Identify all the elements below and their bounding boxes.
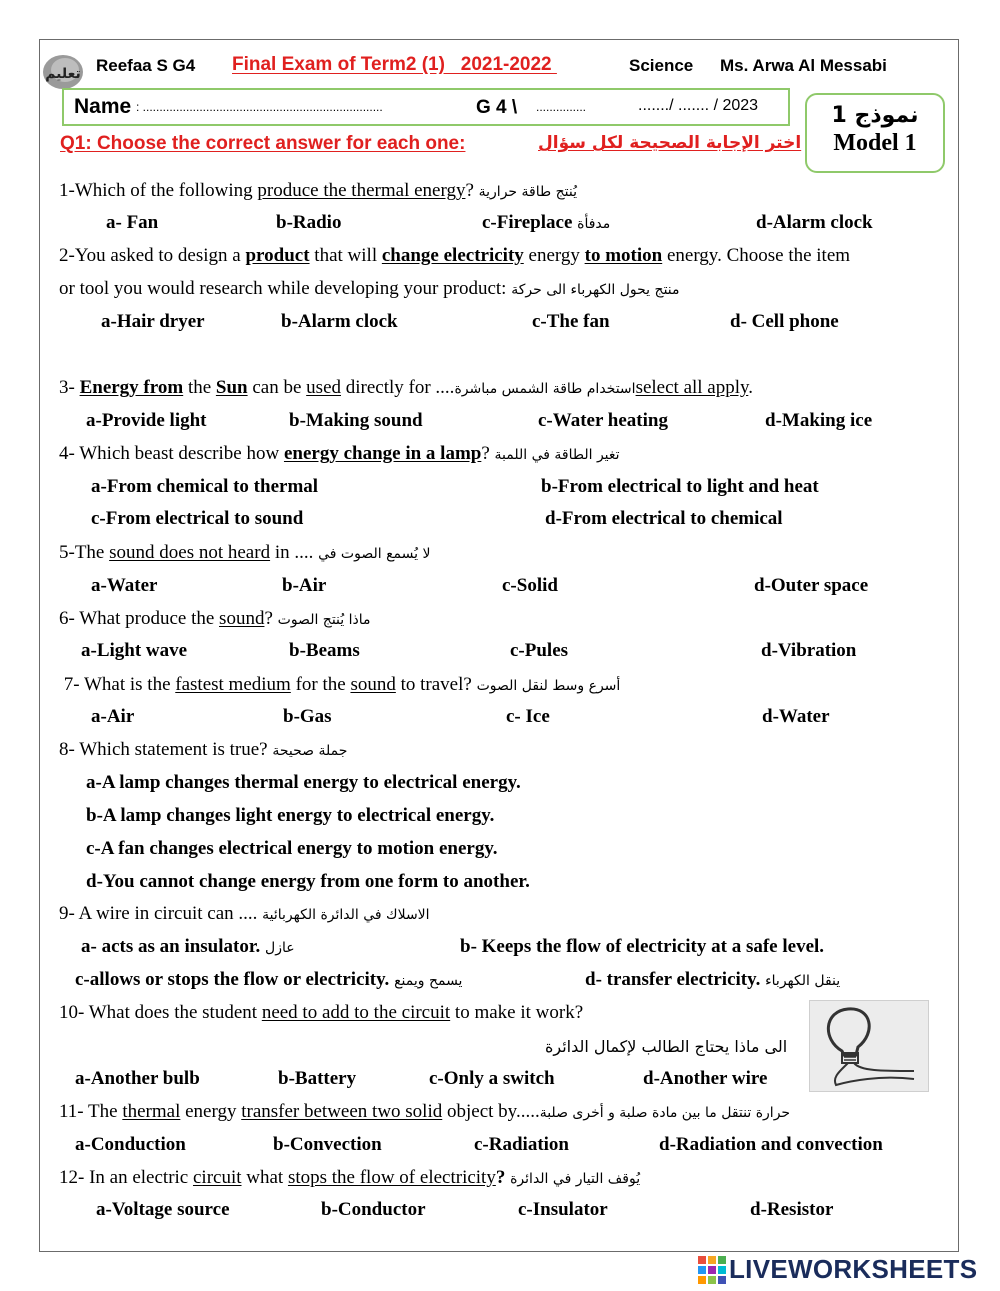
q7-option-b[interactable]: b-Gas (283, 706, 332, 727)
taaleem-logo-icon (41, 52, 85, 92)
model-english: Model 1 (833, 130, 917, 156)
q12-option-a[interactable]: a-Voltage source (96, 1199, 230, 1220)
q3-option-d[interactable]: d-Making ice (765, 410, 873, 431)
q2-option-c[interactable]: c-The fan (532, 311, 610, 332)
q4-option-b[interactable]: b-From electrical to light and heat (541, 476, 819, 497)
q5-option-b[interactable]: b-Air (282, 575, 327, 596)
subject: Science (629, 56, 694, 75)
q7-option-c[interactable]: c- Ice (506, 706, 550, 727)
q2-option-d[interactable]: d- Cell phone (730, 311, 839, 332)
question-6: 6- What produce the sound? ماذا يُنتج الصوت (59, 608, 371, 629)
q12-option-d[interactable]: d-Resistor (750, 1199, 834, 1220)
grade-field[interactable]: ............... (536, 100, 587, 114)
q3-option-b[interactable]: b-Making sound (289, 410, 423, 431)
q6-option-d[interactable]: d-Vibration (761, 640, 857, 661)
q3-option-c[interactable]: c-Water heating (538, 410, 668, 431)
q1-option-b[interactable]: b-Radio (276, 212, 342, 233)
question-1: 1-Which of the following produce the thermal energy? يُنتج طاقة حرارية (59, 180, 577, 201)
exam-title: Final Exam of Term2 (1) 2021-2022 (232, 54, 557, 75)
q9-option-c[interactable]: c-allows or stops the flow or electricity. يسمح ويمنع (75, 969, 463, 990)
question-7: 7- What is the fastest medium for the sound to travel? أسرع وسط لنقل الصوت (59, 674, 621, 695)
model-arabic: نموذج 1 (831, 103, 919, 128)
q1-option-d[interactable]: d-Alarm clock (756, 212, 873, 233)
q4-option-a[interactable]: a-From chemical to thermal (91, 476, 319, 497)
question-8: 8- Which statement is true? جملة صحيحة (59, 739, 348, 760)
q11-option-a[interactable]: a-Conduction (75, 1134, 186, 1155)
question-12: 12- In an electric circuit what stops the flow of electricity? يُوقف التيار في الدائرة (59, 1167, 641, 1188)
q9-option-a[interactable]: a- acts as an insulator. عازل (81, 936, 295, 957)
light-bulb-circuit-image (809, 1000, 929, 1092)
question-2: 2-You asked to design a product that will change electricity energy to motion energy. Choose the item (59, 245, 851, 266)
question-9: 9- A wire in circuit can .... الاسلاك في الدائرة الكهربائية (59, 903, 430, 924)
q11-option-b[interactable]: b-Convection (273, 1134, 382, 1155)
q10-option-c[interactable]: c-Only a switch (429, 1068, 555, 1089)
question-11: 11- The thermal energy transfer between two solid object by.....حرارة تنتقل ما بين مادة صلبة و أخرى صلبة (59, 1101, 791, 1122)
q7-option-d[interactable]: d-Water (762, 706, 830, 727)
q6-option-a[interactable]: a-Light wave (81, 640, 188, 661)
q2-option-b[interactable]: b-Alarm clock (281, 311, 398, 332)
q6-option-c[interactable]: c-Pules (510, 640, 569, 661)
q8-option-d[interactable]: d-You cannot change energy from one form to another. (86, 871, 530, 892)
name-field[interactable]: : ........................................................................ (136, 100, 383, 114)
q8-option-a[interactable]: a-A lamp changes thermal energy to electrical energy. (86, 772, 521, 793)
q10-option-b[interactable]: b-Battery (278, 1068, 357, 1089)
q5-option-d[interactable]: d-Outer space (754, 575, 869, 596)
q8-option-c[interactable]: c-A fan changes electrical energy to motion energy. (86, 838, 498, 859)
q1-option-c[interactable]: c-Fireplace مدفأة (482, 212, 611, 233)
q9-option-b[interactable]: b- Keeps the flow of electricity at a safe level. (460, 936, 825, 957)
question-3: 3- Energy from the Sun can be used directly for ....استخدام طاقة الشمس مباشرةselect all apply. (59, 377, 754, 398)
grade-label: G 4 \ (476, 97, 518, 118)
name-label: Name (74, 95, 132, 118)
student-class: Reefaa S G4 (96, 56, 196, 75)
instruction-arabic: اختر الإجابة الصحيحة لكل سؤال (538, 133, 802, 153)
q6-option-b[interactable]: b-Beams (289, 640, 360, 661)
q10-option-d[interactable]: d-Another wire (643, 1068, 768, 1089)
q5-option-a[interactable]: a-Water (91, 575, 158, 596)
q10-option-a[interactable]: a-Another bulb (75, 1068, 200, 1089)
question-10-arabic: الى ماذا يحتاج الطالب لإكمال الدائرة (545, 1037, 788, 1056)
q4-option-c[interactable]: c-From electrical to sound (91, 508, 304, 529)
teacher-name: Ms. Arwa Al Messabi (720, 56, 887, 75)
liveworksheets-brand[interactable]: LIVEWORKSHEETS (729, 1254, 978, 1284)
question-4: 4- Which beast describe how energy change in a lamp? تغير الطاقة في اللمبة (59, 443, 620, 464)
q1-option-a[interactable]: a- Fan (106, 212, 159, 233)
question-10: 10- What does the student need to add to the circuit to make it work? (59, 1002, 584, 1023)
q9-option-d[interactable]: d- transfer electricity. ينقل الكهرباء (585, 969, 841, 990)
liveworksheets-logo-icon (698, 1256, 726, 1284)
q11-option-d[interactable]: d-Radiation and convection (659, 1134, 883, 1155)
question-5: 5-The sound does not heard in .... لا يُسمع الصوت في (59, 542, 431, 563)
question-2-line-2: or tool you would research while developing your product: منتج يحول الكهرباء الى حركة (59, 278, 680, 299)
q4-option-d[interactable]: d-From electrical to chemical (545, 508, 783, 529)
q2-option-a[interactable]: a-Hair dryer (101, 311, 205, 332)
date-field[interactable]: ......./ ....... / 2023 (638, 97, 759, 114)
svg-text:تعليم: تعليم (45, 66, 81, 82)
model-badge (805, 93, 945, 173)
q12-option-b[interactable]: b-Conductor (321, 1199, 426, 1220)
q12-option-c[interactable]: c-Insulator (518, 1199, 608, 1220)
q3-option-a[interactable]: a-Provide light (86, 410, 207, 431)
q7-option-a[interactable]: a-Air (91, 706, 135, 727)
instruction-english: Q1: Choose the correct answer for each one: (60, 133, 466, 154)
q5-option-c[interactable]: c-Solid (502, 575, 558, 596)
q8-option-b[interactable]: b-A lamp changes light energy to electrical energy. (86, 805, 495, 826)
q11-option-c[interactable]: c-Radiation (474, 1134, 569, 1155)
